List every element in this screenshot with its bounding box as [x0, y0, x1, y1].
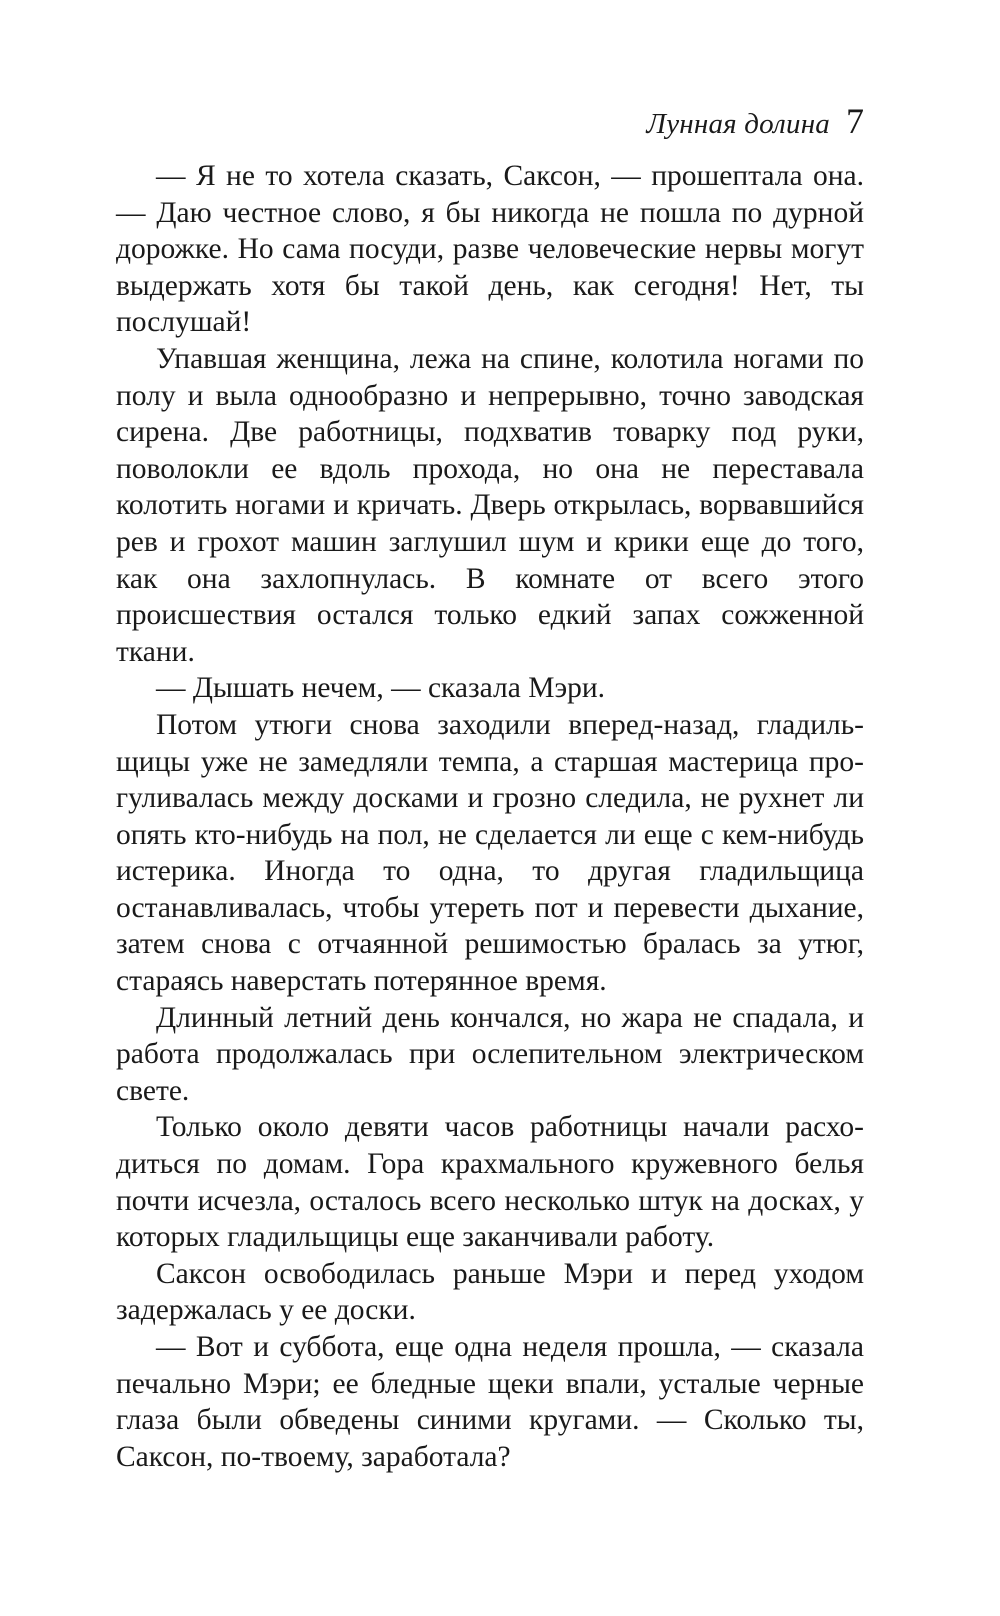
paragraph: Упавшая женщина, лежа на спине, колотила ногами по полу и выла однообразно и непрерывно, точно заводская сирена. Две работницы, подхватив товарку под руки, поволокли ее вдоль прохода, но она не переставала колотить ногами и кричать. Дверь открылась, ворвавшийся рев и грохот машин заглушил шум и крики еще до того, как она захлопнулась. В комнате от всего этого происшествия остался только едкий запах сожженной ткани. [116, 342, 864, 668]
paragraph: Саксон освободилась раньше Мэри и перед уходом задержалась у ее доски. [116, 1257, 864, 1327]
running-header [646, 100, 864, 142]
paragraph: — Я не то хотела сказать, Саксон, — прошептала она. — Даю честное слово, я бы никогда не пошла по дурной дорожке. Но сама посуди, разве человеческие нервы могут выдержать хотя бы такой день, как сегодня! Нет, ты послушай! [116, 160, 864, 339]
paragraph: — Дышать нечем, — сказала Мэри. [156, 672, 606, 705]
paragraph: Потом утюги снова заходили вперед-назад, гладильщицы уже не замедляли темпа, а старшая мастерица прогуливалась между досками и грозно следила, не рухнет ли опять кто-нибудь на пол, не сделается ли еще с кем-нибудь истерика. Иногда то одна, то другая гладильщица останавливалась, чтобы утереть пот и перевести дыхание, затем снова с отчаянной решимостью бралась за утюг, стараясь наверстать потерянное время. [116, 708, 864, 998]
paragraph: Только около девяти часов работницы начали расходиться по домам. Гора крахмального кружевного белья почти исчезла, осталось всего несколько штук на досках, у которых гладильщицы еще заканчивали работу. [116, 1111, 864, 1254]
page-number: 7 [846, 101, 864, 141]
paragraph: — Вот и суббота, еще одна неделя прошла, — сказала печально Мэри; ее бледные щеки впали, усталые черные глаза были обведены синими кругами. — Сколько ты, Саксон, по-твоему, заработала? [116, 1331, 864, 1473]
body-text [116, 158, 864, 1475]
running-title: Лунная долина [646, 108, 830, 140]
paragraph: Длинный летний день кончался, но жара не спадала, и работа продолжалась при ослепительном электрическом свете. [116, 1001, 864, 1107]
